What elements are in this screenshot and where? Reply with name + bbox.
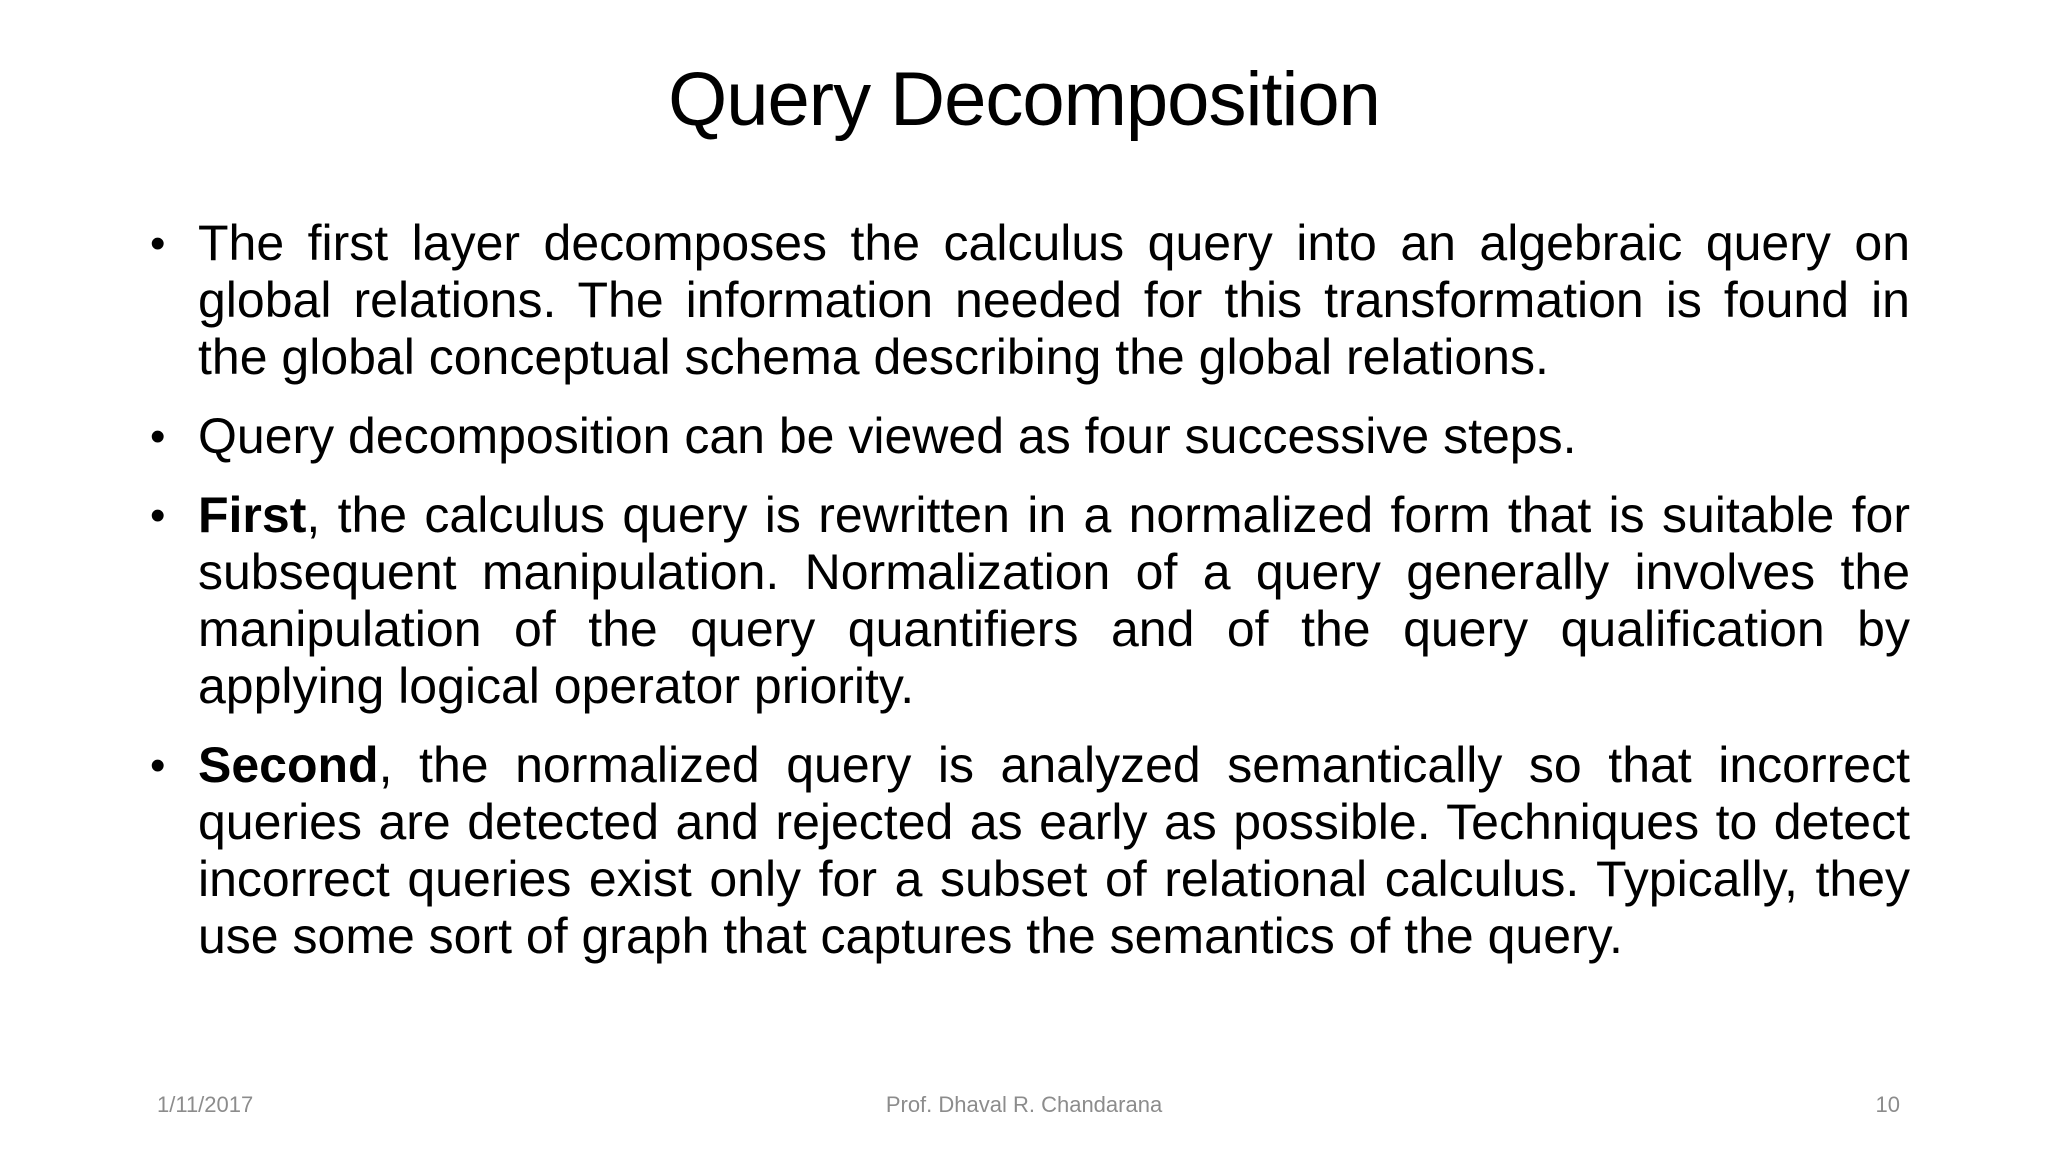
bullet-icon: • (150, 219, 166, 268)
bullet-item (150, 737, 1910, 965)
bullet-bold-lead: Second (198, 737, 379, 793)
footer-date: 1/11/2017 (157, 1092, 254, 1117)
bullet-icon: • (150, 741, 166, 790)
footer-page-number: 10 (1875, 1092, 1900, 1117)
footer-author: Prof. Dhaval R. Chandarana (885, 1092, 1163, 1117)
bullet-text (198, 408, 1576, 464)
bullet-text (198, 215, 1910, 385)
bullet-item (150, 408, 1910, 465)
bullet-text (198, 487, 1910, 714)
bullet-body: The first layer decomposes the calculus query into an algebraic query on global relations. The information needed for this transformation is found in the global conceptual schema describing the global relations. (198, 215, 1910, 385)
bullet-icon: • (150, 491, 166, 540)
slide-title: Query Decomposition (668, 57, 1380, 142)
bullet-list (150, 215, 1910, 987)
bullet-item (150, 487, 1910, 715)
bullet-body: , the calculus query is rewritten in a normalized form that is suitable for subsequent manipulation. Normalization of a query generally involves the manipulation of the query quantifiers and of the query qualification by applying logical operator priority. (198, 487, 1910, 714)
bullet-bold-lead: First (198, 487, 307, 543)
bullet-body: Query decomposition can be viewed as four successive steps. (198, 408, 1577, 464)
bullet-item (150, 215, 1910, 386)
bullet-body: , the normalized query is analyzed semantically so that incorrect queries are detected and rejected as early as possible. Techniques to detect incorrect queries exist only for a subset of relational calculus. Typically, they use some sort of graph that captures the semantics of the query. (198, 737, 1910, 964)
bullet-text (198, 737, 1910, 964)
bullet-icon: • (150, 412, 166, 461)
